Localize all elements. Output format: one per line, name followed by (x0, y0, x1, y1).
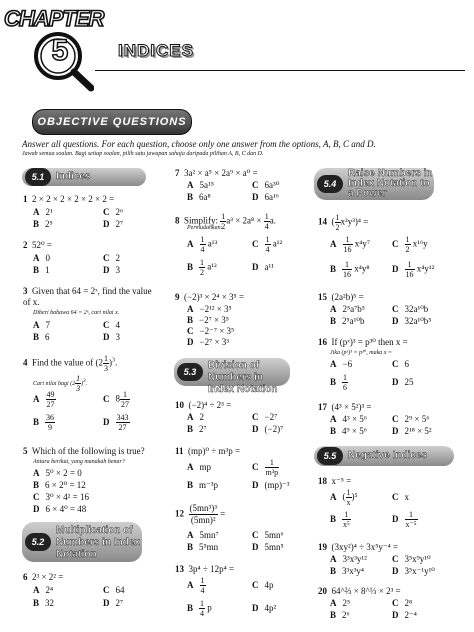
option-d[interactable]: D $\frac{343}{27}$ (103, 413, 129, 432)
option-d[interactable]: D 2¹⁸ × 5² (392, 426, 432, 436)
option-b[interactable]: B 2⁶ (330, 610, 350, 620)
option-c[interactable]: C 32a¹⁰b (392, 304, 429, 314)
section-banner-5-5: 5.5 Negative Indices (314, 446, 454, 466)
option-b[interactable]: B 32 (33, 598, 55, 608)
section-banner-5-3: 5.3 Division of Numbers in Index Notation (174, 358, 290, 386)
objective-questions-banner: OBJECTIVE QUESTIONS (32, 109, 192, 135)
section-banner-5-4: 5.4 Raise Numbers in Index Notation to a Power (314, 168, 434, 200)
option-c[interactable]: C 2 (103, 253, 120, 263)
option-c[interactable]: C 6 (392, 359, 409, 369)
question-8-malay: Permudahkan: (187, 225, 223, 231)
option-c[interactable]: C −2⁻⁷ × 3⁵ (187, 326, 235, 336)
option-a[interactable]: A $\frac{49}{27}$ (33, 390, 55, 409)
option-c[interactable]: C 6a³⁰ (252, 180, 280, 190)
question-3: 3 Given that 64 = 2ˣ, find the value of x. (23, 286, 152, 307)
question-12: 12 $\frac{\text{(5mn³)³}}{\text{(5mn)²}}$ = (175, 503, 226, 525)
question-17: 17 (4³ × 5²)³ = (318, 402, 372, 412)
option-d[interactable]: D 2⁷ (103, 219, 124, 229)
section-title: Indices (56, 171, 91, 182)
option-d[interactable]: D 2⁻⁴ (392, 610, 417, 620)
question-5: 5 Which of the following is true? (23, 446, 145, 456)
option-b[interactable]: B 2⁷ (187, 424, 207, 434)
option-b[interactable]: B 6 × 2⁰ = 12 (33, 480, 86, 490)
option-c[interactable]: C 64 (103, 585, 125, 595)
section-title: Negative Indices (348, 450, 427, 461)
question-20: 20 64^⅔ × 8^⅓ × 2³ = (318, 586, 401, 596)
option-b[interactable]: B 2⁵a¹⁰b (330, 316, 365, 326)
option-b[interactable]: B $\frac{1}{2}$ a¹² (187, 258, 217, 277)
option-a[interactable]: A 2⁵ (330, 598, 351, 608)
option-b[interactable]: B $\frac{1}{6}$ (330, 373, 348, 392)
section-banner-5-2: 5.2 Multiplication of Numbers in Index Notation (22, 522, 142, 562)
option-a[interactable]: A 0 (33, 253, 50, 263)
chapter-title: INDICES (118, 41, 194, 60)
option-b[interactable]: B 6a⁸ (187, 192, 211, 202)
option-d[interactable]: D 25 (392, 377, 414, 387)
question-6: 6 2³ × 2² = (23, 572, 64, 582)
option-c[interactable]: C 2⁸ (392, 598, 413, 608)
option-a[interactable]: A $\frac{1}{4}$ (187, 576, 205, 595)
option-a[interactable]: A 2 (187, 412, 204, 422)
option-c[interactable]: C 4 (103, 320, 120, 330)
question-11: 11 (mp)⁰ ÷ m³p = (175, 446, 241, 456)
option-d[interactable]: D 6 × 4⁰ = 48 (33, 504, 87, 514)
question-7: 7 3a² × a⁵ × 2a⁹ × a⁰ = (175, 168, 258, 178)
option-b[interactable]: B −2⁷ × 3⁵ (187, 315, 229, 325)
option-d[interactable]: D 6a¹⁶ (252, 192, 279, 202)
question-1 (23, 194, 114, 205)
section-banner-5-1 (22, 168, 146, 186)
option-b[interactable]: B $\frac{36}{9}$ (33, 413, 55, 432)
question-14: 14 ( $\frac{1}{2}$ x²y³)⁴ = (318, 213, 369, 232)
option-d[interactable]: D 4p² (252, 603, 277, 613)
option-b[interactable]: B m⁻³p (187, 480, 218, 490)
option-c[interactable]: C 3⁰ × 4² = 16 (33, 492, 89, 502)
option-c[interactable]: C 2⁶ (103, 207, 124, 217)
option-d[interactable]: D (mp)⁻³ (252, 480, 290, 490)
question-number: 1 (23, 194, 28, 204)
option-b[interactable]: B 4⁹ × 5⁶ (330, 426, 367, 436)
question-5-malay: Antara berikut, yang manakah benar? (33, 459, 125, 465)
chapter-word: CHAPTER (4, 6, 104, 31)
option-d[interactable]: D 3 (103, 332, 120, 342)
option-d[interactable]: D (−2)⁷ (252, 424, 284, 434)
option-a[interactable]: A 4³ × 5⁶ (330, 414, 367, 424)
option-a[interactable]: A $\frac{1}{16}$ x⁴y⁷ (330, 235, 371, 254)
option-c[interactable]: C $\frac{1}{4}$ a¹² (252, 235, 283, 254)
question-2: 2 52⁰ = (23, 240, 52, 250)
option-c[interactable]: C 2⁹ × 5⁶ (392, 414, 430, 424)
option-b[interactable]: B 6 (33, 332, 50, 342)
option-c[interactable]: C x (392, 492, 409, 502)
option-a[interactable]: A 2⁵a⁷b⁵ (330, 304, 365, 314)
option-a[interactable]: A 3³x³y¹² (330, 554, 367, 564)
question-10: 10 (−2)⁴ ÷ 2³ = (175, 400, 232, 410)
option-a[interactable]: A −6 (330, 359, 353, 369)
option-d[interactable]: D $\frac{1}{16}$ x⁴y¹² (392, 260, 435, 279)
option-d[interactable]: D 5mn⁵ (252, 542, 284, 552)
instructions-malay: Jawab semua soalan. Bagi setiap soalan, pilih satu jawapan sahaja daripada pilihan A, B, C dan D. (22, 151, 264, 157)
question-15: 15 (2a²b)⁵ = (318, 292, 364, 302)
question-18: 18 x⁻⁵ = (318, 476, 352, 486)
option-a[interactable]: A −2¹² × 3⁵ (187, 304, 232, 314)
option-a[interactable]: A 7 (33, 320, 50, 330)
section-number: 5.1 (25, 168, 51, 186)
option-c[interactable]: C 5mn⁶ (252, 530, 284, 540)
option-c[interactable]: C 8 $\frac{1}{27}$ (103, 390, 129, 409)
option-c[interactable]: C $\frac{1}{2}$ x¹⁶y (392, 235, 428, 254)
option-a[interactable]: A 2¹ (33, 207, 53, 217)
option-b[interactable]: B $\frac{1}{16}$ x⁴y⁸ (330, 260, 370, 279)
option-b[interactable]: B 2⁵ (33, 219, 53, 229)
option-c[interactable]: C 3⁵x⁹y¹⁰ (392, 554, 431, 564)
question-8: 8 Simplify: $\frac{1}{2}$ a³ × 2a⁸ × $\frac{1}{4}$ a. (175, 212, 276, 231)
option-a[interactable]: A $\frac{1}{4}$ a¹³ (187, 235, 218, 254)
question-16-malay: Jika (pˣ)³ = p³⁰, maka x = (330, 350, 392, 356)
option-d[interactable]: D 32a¹⁰b⁵ (392, 316, 432, 326)
section-title: Multiplication of Numbers in Index Notation (56, 525, 140, 560)
header-rule (95, 70, 465, 71)
question-4: 4 Find the value of (2 $\frac{1}{3}$ )$^3$. (23, 354, 118, 373)
question-19: 19 (3xy²)⁴ ÷ 3x⁵y⁻⁴ = (318, 542, 399, 552)
option-d[interactable]: D 3 (103, 265, 120, 275)
option-a[interactable]: A 5⁰ × 2 = 0 (33, 468, 82, 478)
option-b[interactable]: B 5⁵mn (187, 542, 219, 552)
option-a[interactable]: A 2⁴ (33, 585, 54, 595)
option-d[interactable]: D −2⁷ × 3³ (187, 337, 229, 347)
question-13: 13 3p⁴ ÷ 12p⁴ = (175, 564, 235, 574)
option-a[interactable]: A ( $\frac{1}{x}$ )⁵ (330, 488, 358, 507)
option-b[interactable]: B 3³x³y⁴ (330, 566, 365, 576)
option-a[interactable]: A mp (187, 462, 212, 472)
option-b[interactable]: B $\frac{1}{4}$ p (187, 599, 212, 618)
question-3-malay: Diberi bahawa 64 = 2ˣ, cari nilai x. (33, 310, 120, 316)
option-d[interactable]: D $\frac{1}{\text{x⁻⁵}}$ (392, 510, 417, 529)
section-title: Raise Numbers in Index Notation to a Power (348, 168, 433, 199)
option-b[interactable]: B 1 (33, 265, 50, 275)
option-a[interactable]: A 5a¹⁵ (187, 180, 214, 190)
question-stem: 2 × 2 × 2 × 2 × 2 × 2 = (32, 194, 115, 204)
question-9: 9 (−2)³ × 2⁴ × 3⁵ = (175, 292, 245, 302)
option-d[interactable]: D 2⁷ (103, 598, 124, 608)
option-d[interactable]: D 3⁵x⁻¹y¹⁰ (392, 566, 435, 576)
question-4-malay: Cari nilai bagi (2 $\frac{1}{3}$ )$^3$. (33, 374, 88, 393)
chapter-number: 5 (51, 34, 69, 67)
option-c[interactable]: C $\frac{1}{\text{m³p}}$ (252, 458, 279, 477)
option-b[interactable]: B $\frac{1}{\text{x⁵}}$ (330, 510, 350, 529)
option-d[interactable]: D a¹¹ (252, 262, 274, 272)
option-a[interactable]: A 5mn⁷ (187, 530, 219, 540)
instructions-english: Answer all questions. For each question, choose only one answer from the options, A, B, C and D. (22, 139, 376, 149)
section-title: Division of Numbers in Index Notation (208, 360, 278, 395)
option-c[interactable]: C 4p (252, 580, 274, 590)
question-16: 16 If (pˣ)³ = p³⁰ then x = (318, 337, 408, 347)
option-c[interactable]: C −2⁷ (252, 412, 278, 422)
